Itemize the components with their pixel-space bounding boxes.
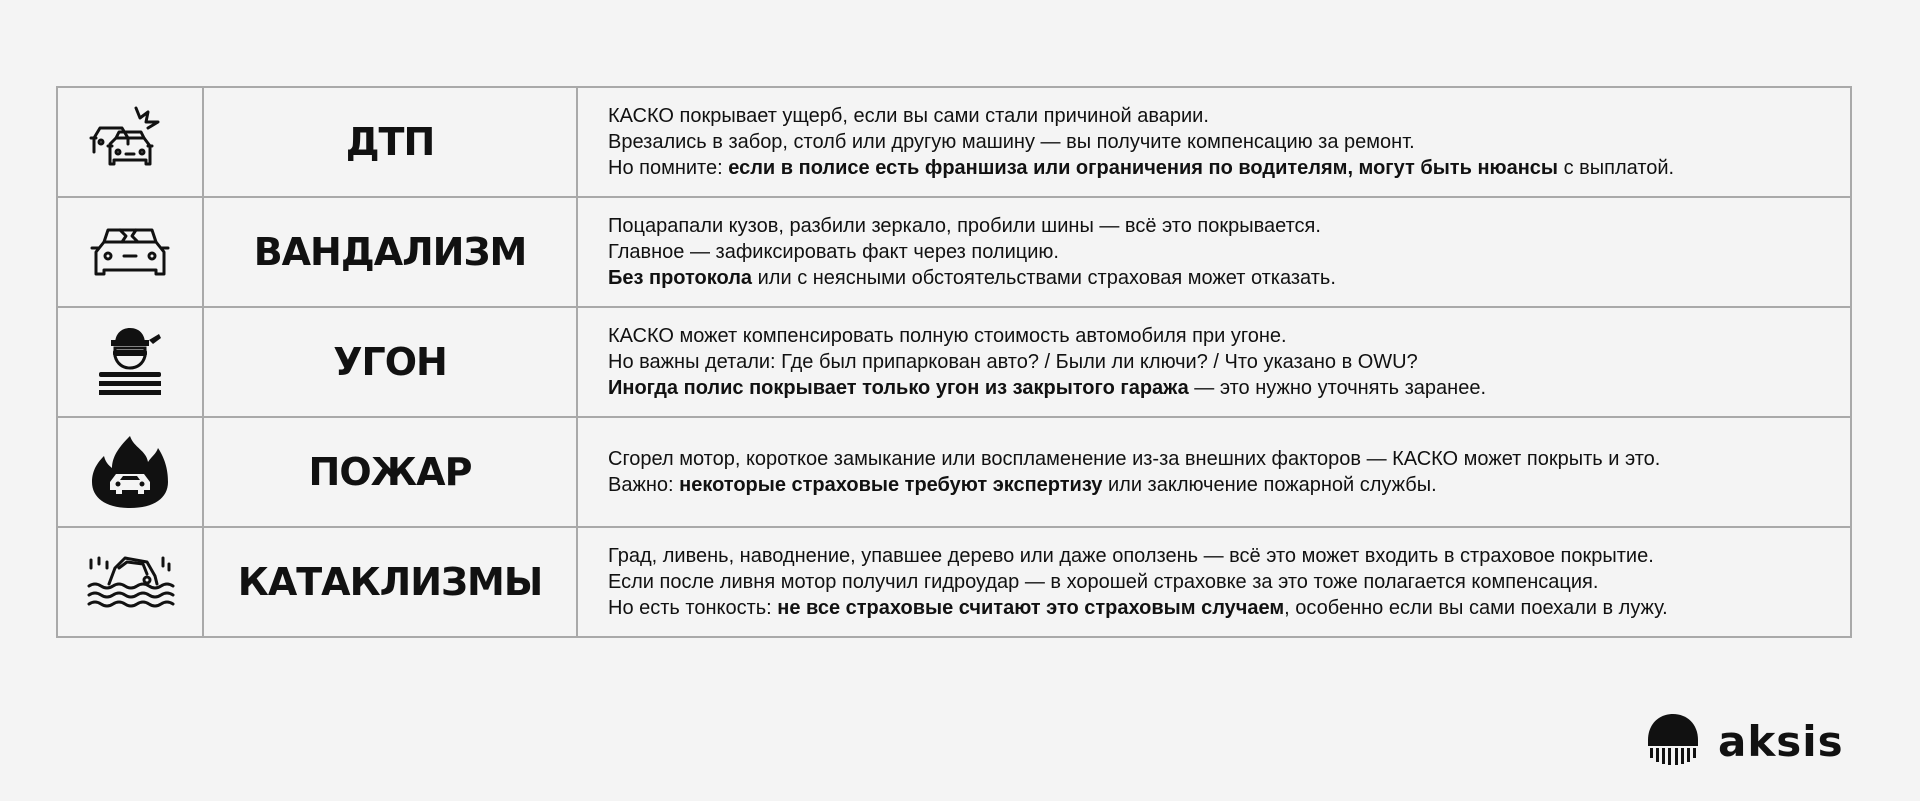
row-title: ДТП [204,88,578,196]
table-row [58,198,1850,308]
damaged-car-icon [58,198,204,306]
row-description [578,198,1850,306]
description-line: Врезались в забор, столб или другую машину — вы получите компенсацию за ремонт. [608,131,1415,153]
description-line: Поцарапали кузов, разбили зеркало, пробили шины — всё это покрывается. [608,215,1321,237]
row-description [578,308,1850,416]
flooded-car-icon [58,528,204,636]
description-line: Но есть тонкость: не все страховые считают это страховым случаем, особенно если вы сами поехали в лужу. [608,597,1668,619]
description-line: Без протокола или с неясными обстоятельствами страховая может отказать. [608,267,1336,289]
description-line: Важно: некоторые страховые требуют экспертизу или заключение пожарной службы. [608,474,1437,496]
aksis-logo-text: aksis [1718,717,1844,766]
table-row [58,418,1850,528]
description-line: Град, ливень, наводнение, упавшее дерево или даже оползень — всё это может входить в страховое покрытие. [608,545,1654,567]
row-title: ВАНДАЛИЗМ [204,198,578,306]
row-description [578,418,1850,526]
insurance-cases-table [56,86,1852,638]
table-row [58,308,1850,418]
aksis-logo-icon [1646,712,1700,771]
car-fire-icon [58,418,204,526]
description-line: Но важны детали: Где был припаркован авто? / Были ли ключи? / Что указано в OWU? [608,351,1418,373]
car-crash-icon [58,88,204,196]
table-row [58,88,1850,198]
aksis-logo [1646,712,1844,771]
row-title: ПОЖАР [204,418,578,526]
description-line: Иногда полис покрывает только угон из закрытого гаража — это нужно уточнять заранее. [608,377,1487,399]
row-title: УГОН [204,308,578,416]
description-line: Сгорел мотор, короткое замыкание или воспламенение из-за внешних факторов — КАСКО может покрыть и это. [608,448,1661,470]
row-title: КАТАКЛИЗМЫ [204,528,578,636]
description-line: КАСКО может компенсировать полную стоимость автомобиля при угоне. [608,325,1287,347]
row-description [578,88,1850,196]
row-description [578,528,1850,636]
description-line: Главное — зафиксировать факт через полицию. [608,241,1059,263]
description-line: Если после ливня мотор получил гидроудар — в хорошей страховке за это тоже полагается компенсация. [608,571,1599,593]
description-line: КАСКО покрывает ущерб, если вы сами стали причиной аварии. [608,105,1209,127]
table-row [58,528,1850,636]
thief-icon [58,308,204,416]
description-line: Но помните: если в полисе есть франшиза или ограничения по водителям, могут быть нюансы с выплатой. [608,157,1675,179]
